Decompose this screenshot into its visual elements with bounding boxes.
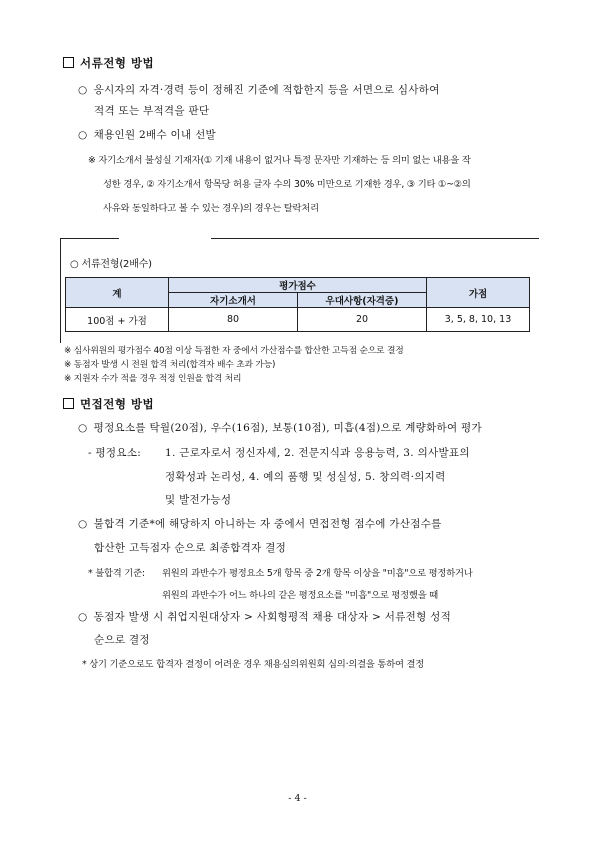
note-line: 성한 경우, ② 자기소개서 항목당 허용 글자 수의 30% 미만으로 기재한 경우, ③ 기타 ①~②의 (103, 179, 471, 190)
note-line: ※ 자기소개서 불성실 기재자(① 기재 내용이 없거나 특정 문자만 기재하는 등 의미 없는 내용을 작 (88, 155, 471, 166)
cell-total: 100점 + 가점 (66, 308, 169, 332)
cell-preference: 20 (298, 308, 427, 332)
checkbox-square-icon (63, 398, 74, 409)
elements-line: 정확성과 논리성, 4. 예의 품행 및 성실성, 5. 창의력·의지력 (165, 471, 446, 483)
cell-bonus: 3, 5, 8, 10, 13 (427, 308, 530, 332)
header-preference: 우대사항(자격증) (298, 293, 427, 308)
table-caption (70, 255, 152, 270)
bullet-continuation: 순으로 결정 (94, 634, 150, 646)
circle-bullet-icon: ○ (78, 518, 88, 530)
fail-criteria-line: 위원의 과반수가 어느 하나의 같은 평정요소를 "미흡"으로 평정했을 때 (162, 590, 439, 601)
table-note: ※ 심사위원의 평가점수 40점 이상 득점한 자 중에서 가산점수를 합산한 고득점 순으로 결정 (64, 346, 404, 356)
bullet-line (78, 420, 482, 435)
score-table (65, 277, 530, 332)
bullet-continuation: 합산한 고득점자 순으로 최종합격자 결정 (94, 542, 287, 554)
circle-bullet-icon: ○ (78, 611, 88, 623)
bullet-line (78, 516, 442, 531)
bullet-continuation: 적격 또는 부적격을 판단 (94, 105, 210, 117)
circle-bullet-icon: ○ (78, 129, 88, 141)
header-bonus: 가점 (427, 278, 530, 308)
fail-criteria-line: 위원의 과반수가 평정요소 5개 항목 중 2개 항목 이상을 "미흡"으로 평정하거나 (162, 568, 473, 579)
bullet-text: 평정요소를 탁월(20점), 우수(16점), 보통(10점), 미흡(4점)으로 계량화하여 평가 (93, 422, 482, 434)
bullet-text: 채용인원 2배수 이내 선발 (93, 129, 216, 141)
bullet-text: 불합격 기준*에 해당하지 아니하는 자 중에서 면접전형 점수에 가산점수를 (93, 518, 442, 530)
elements-line: 1. 근로자로서 정신자세, 2. 전문지식과 응용능력, 3. 의사발표의 (165, 447, 470, 459)
header-group: 평가점수 (169, 278, 427, 293)
bullet-line (78, 127, 216, 142)
fail-criteria-prefix: * 불합격 기준: (88, 568, 145, 579)
bullet-line (78, 82, 440, 97)
checkbox-square-icon (63, 57, 74, 68)
bullet-line (78, 609, 451, 624)
elements-prefix: - 평정요소: (88, 447, 142, 459)
final-note: * 상기 기준으로도 합격자 결정이 어려운 경우 채용심의위원회 심의·의결을 통하여 결정 (82, 659, 425, 670)
section-title-text: 면접전형 방법 (80, 397, 155, 411)
section-title-document-screening (63, 55, 154, 71)
table-note: ※ 동점자 발생 시 전원 합격 처리(합격자 배수 초과 가능) (64, 360, 276, 370)
bullet-text: 동점자 발생 시 취업지원대상자 > 사회형평적 채용 대상자 > 서류전형 성적 (93, 611, 452, 623)
circle-bullet-icon: ○ (78, 422, 88, 434)
bullet-text: 응시자의 자격·경력 등이 정해진 기준에 적합한지 등을 서면으로 심사하여 (93, 84, 440, 96)
elements-line: 및 발전가능성 (165, 494, 232, 506)
circle-bullet-icon: ○ (70, 259, 79, 270)
section-title-text: 서류전형 방법 (80, 56, 155, 70)
table-row (66, 308, 530, 332)
caption-text: 서류전형(2배수) (81, 259, 152, 270)
frame-gap (119, 236, 211, 240)
header-total: 계 (66, 278, 169, 308)
section-title-interview (63, 396, 154, 412)
table-note: ※ 지원자 수가 적을 경우 적정 인원을 합격 처리 (64, 374, 242, 384)
header-self-intro: 자기소개서 (169, 293, 298, 308)
cell-self-intro: 80 (169, 308, 298, 332)
page-number: - 4 - (288, 793, 307, 804)
note-line: 사유와 동일하다고 볼 수 있는 경우)의 경우는 탈락처리 (103, 203, 319, 214)
circle-bullet-icon: ○ (78, 84, 88, 96)
